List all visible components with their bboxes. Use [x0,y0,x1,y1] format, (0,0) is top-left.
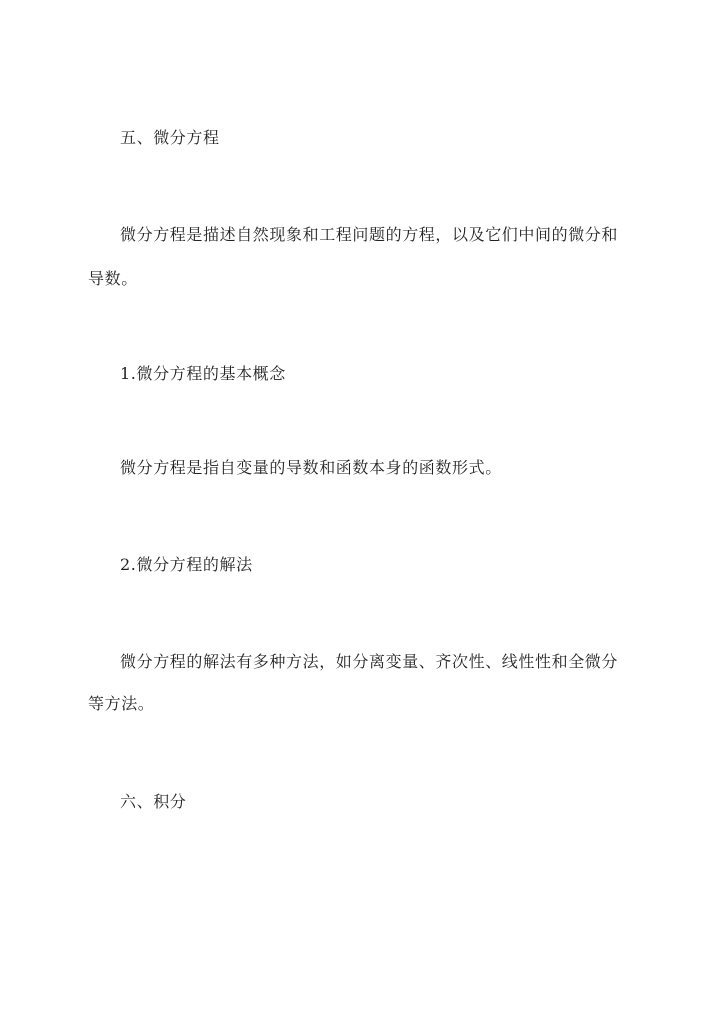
section-6-heading: 六、积分 [120,792,187,811]
section-5-heading: 五、微分方程 [120,128,220,147]
subsection-1-heading: 1.微分方程的基本概念 [120,364,286,383]
subsection-2-paragraph-line-1: 微分方程的解法有多种方法，如分离变量、齐次性、线性性和全微分 [120,652,619,671]
subsection-2-heading: 2.微分方程的解法 [120,555,253,574]
section-5-paragraph-line-2: 导数。 [88,269,138,288]
subsection-1-paragraph: 微分方程是指自变量的导数和函数本身的函数形式。 [120,458,502,477]
subsection-2-paragraph-line-2: 等方法。 [88,694,155,713]
section-5-paragraph-line-1: 微分方程是描述自然现象和工程问题的方程，以及它们中间的微分和 [120,225,619,244]
